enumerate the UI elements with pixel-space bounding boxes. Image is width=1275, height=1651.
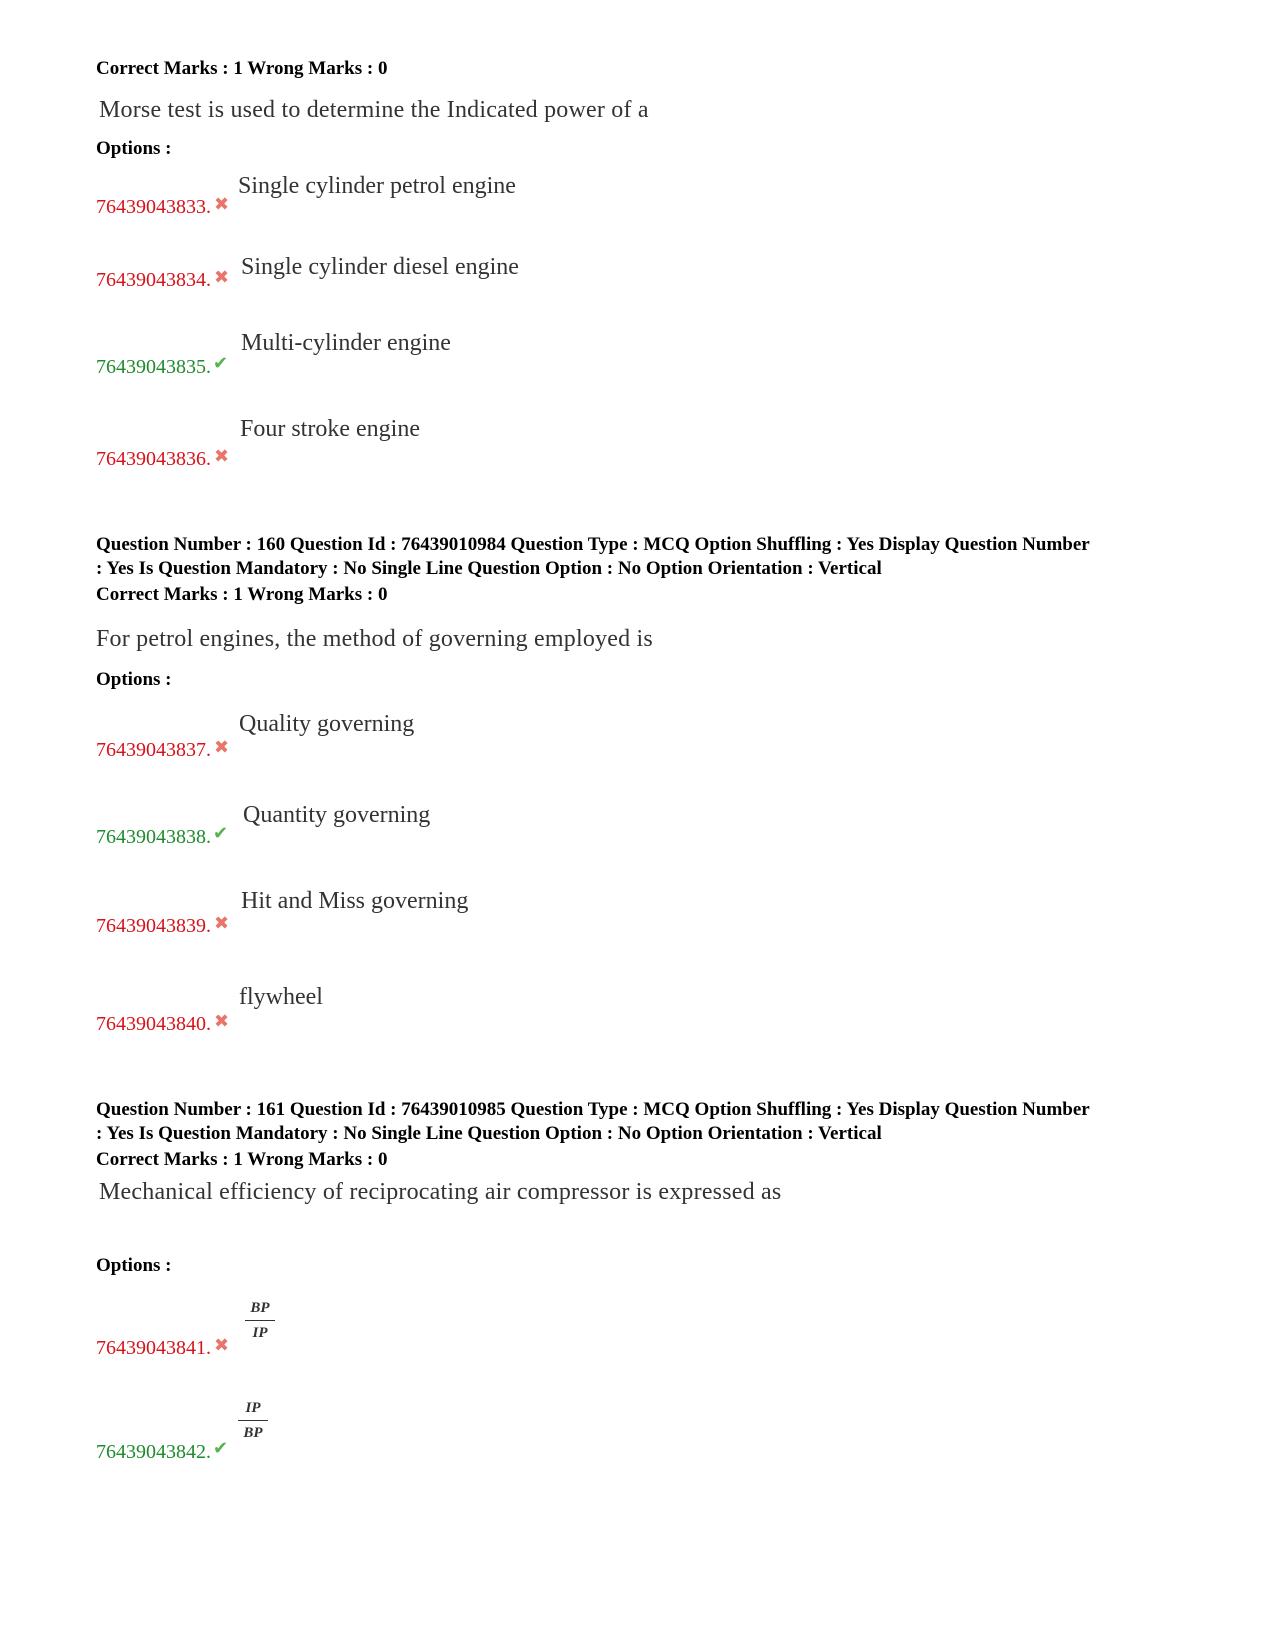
cross-icon: ✖	[214, 1011, 230, 1031]
fraction-denominator: BP	[243, 1425, 263, 1441]
question-header-line: : Yes Is Question Mandatory : No Single Line Question Option : No Option Orientation : Vertical	[96, 1123, 882, 1144]
option-id: 76439043836.	[96, 448, 211, 470]
question-header-line: : Yes Is Question Mandatory : No Single Line Question Option : No Option Orientation : Vertical	[96, 558, 882, 579]
question-header	[96, 1098, 1196, 1146]
option-text: Four stroke engine	[240, 416, 420, 442]
option-id: 76439043837.	[96, 739, 211, 761]
check-icon: ✔	[213, 1438, 229, 1458]
fraction-numerator: BP	[245, 1300, 275, 1321]
option-id: 76439043833.	[96, 196, 211, 218]
question-header-line: Question Number : 160 Question Id : 76439010984 Question Type : MCQ Option Shuffling : Yes Display Question Number	[96, 534, 1090, 555]
check-icon: ✔	[213, 823, 229, 843]
option-id: 76439043840.	[96, 1013, 211, 1035]
option-text: Quantity governing	[243, 802, 431, 828]
option-id: 76439043841.	[96, 1337, 211, 1359]
question-header	[96, 533, 1196, 581]
question-text: Morse test is used to determine the Indicated power of a	[99, 97, 649, 123]
question-header-line: Question Number : 161 Question Id : 76439010985 Question Type : MCQ Option Shuffling : Yes Display Question Number	[96, 1099, 1090, 1120]
option-id: 76439043838.	[96, 826, 211, 848]
cross-icon: ✖	[214, 737, 230, 757]
fraction-numerator: IP	[238, 1400, 268, 1421]
option-text: flywheel	[239, 984, 323, 1010]
option-text: Multi-cylinder engine	[241, 330, 451, 356]
options-label: Options :	[96, 669, 172, 690]
options-label: Options :	[96, 138, 172, 159]
option-text: Single cylinder petrol engine	[238, 173, 516, 199]
option-id: 76439043842.	[96, 1441, 211, 1463]
options-label: Options :	[96, 1255, 172, 1276]
fraction-denominator: IP	[252, 1325, 268, 1341]
option-text: Quality governing	[239, 711, 415, 737]
question-text: Mechanical efficiency of reciprocating air compressor is expressed as	[99, 1179, 782, 1205]
cross-icon: ✖	[214, 194, 230, 214]
option-id: 76439043835.	[96, 356, 211, 378]
option-id: 76439043839.	[96, 915, 211, 937]
option-text: Hit and Miss governing	[241, 888, 469, 914]
cross-icon: ✖	[214, 267, 230, 287]
marks-line: Correct Marks : 1 Wrong Marks : 0	[96, 1149, 388, 1170]
option-text: Single cylinder diesel engine	[241, 254, 519, 280]
cross-icon: ✖	[214, 446, 230, 466]
marks-line: Correct Marks : 1 Wrong Marks : 0	[96, 584, 388, 605]
cross-icon: ✖	[214, 913, 230, 933]
question-text: For petrol engines, the method of governing employed is	[96, 626, 653, 652]
option-id: 76439043834.	[96, 269, 211, 291]
marks-line: Correct Marks : 1 Wrong Marks : 0	[96, 58, 388, 79]
option-fraction	[245, 1300, 275, 1342]
option-fraction	[238, 1400, 268, 1442]
check-icon: ✔	[213, 353, 229, 373]
cross-icon: ✖	[214, 1335, 230, 1355]
